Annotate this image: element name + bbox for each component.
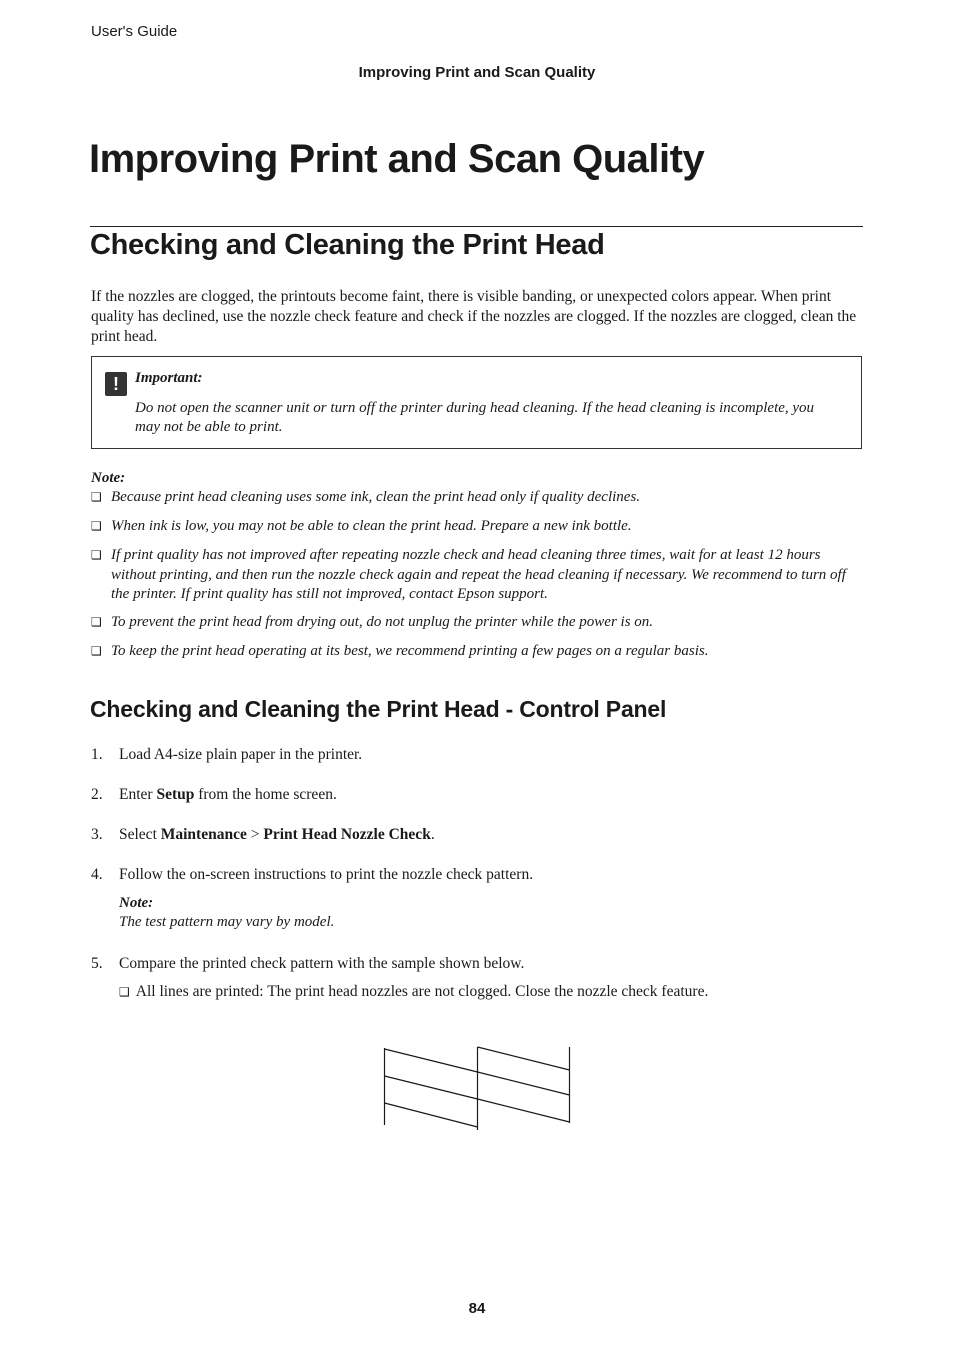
checkbox-bullet-icon: ❑ — [91, 519, 102, 533]
nozzle-check-menu-label: Print Head Nozzle Check — [263, 826, 431, 843]
section-title: Checking and Cleaning the Print Head — [90, 229, 605, 261]
note-item-text: To keep the print head operating at its best, we recommend printing a few pages on a regular basis. — [111, 643, 709, 659]
note-item — [91, 613, 861, 633]
note-item — [91, 488, 861, 508]
note-label: Note: — [91, 470, 126, 486]
nozzle-check-pattern-illustration — [382, 1045, 572, 1135]
note-item — [91, 642, 861, 662]
pattern-line — [385, 1103, 478, 1127]
section-divider — [90, 226, 863, 227]
section-intro: If the nozzles are clogged, the printouts become faint, there is visible banding, or unexpected colors appear. When print quality has declined, use the nozzle check feature and check if the nozzles are clogged. If the nozzles are clogged, clean the print head. — [91, 288, 857, 345]
pattern-line — [478, 1047, 570, 1070]
subsection-title: Checking and Cleaning the Print Head - Control Panel — [90, 696, 667, 722]
sub-bullet-text: All lines are printed: The print head nozzles are not clogged. Close the nozzle check feature. — [135, 983, 709, 1000]
note-item-text: To prevent the print head from drying out, do not unplug the printer while the power is on. — [111, 614, 654, 630]
step-number: 1. — [91, 746, 103, 763]
note-item-text: Because print head cleaning uses some ink, clean the print head only if quality declines. — [111, 489, 641, 505]
important-text: Do not open the scanner unit or turn off the printer during head cleaning. If the head cleaning is incomplete, you may not be able to print. — [135, 400, 815, 435]
step-number: 4. — [91, 866, 103, 883]
checkbox-bullet-icon: ❑ — [91, 644, 102, 658]
step-number: 3. — [91, 826, 103, 843]
note-item — [91, 517, 861, 537]
checkbox-bullet-icon: ❑ — [119, 985, 130, 999]
step-number: 2. — [91, 786, 103, 803]
note-item-text: If print quality has not improved after repeating nozzle check and head cleaning three times, wait for at least 12 hours without printing, and then run the nozzle check again and repeat the head cleaning if necessary. We recommend to turn off the printer. If print quality has still not improved, contact Epson support. — [111, 547, 846, 602]
page-number: 84 — [468, 1300, 486, 1317]
sub-bullet-item — [119, 983, 708, 1001]
step-note-text: The test pattern may vary by model. — [119, 914, 335, 930]
checkbox-bullet-icon: ❑ — [91, 490, 102, 504]
exclamation-icon: ! — [105, 372, 127, 396]
important-callout — [91, 356, 862, 449]
chapter-title: Improving Print and Scan Quality — [89, 137, 705, 181]
step-text: Select Maintenance > Print Head Nozzle Check. — [119, 826, 435, 843]
setup-menu-label: Setup — [156, 786, 195, 803]
step-number: 5. — [91, 955, 103, 972]
note-item — [91, 546, 861, 606]
step-note-label: Note: — [119, 895, 154, 911]
pattern-line — [478, 1099, 570, 1122]
important-label: Important: — [135, 370, 203, 386]
section-running-head: Improving Print and Scan Quality — [358, 64, 596, 81]
maintenance-menu-label: Maintenance — [160, 826, 247, 843]
pattern-line — [478, 1072, 570, 1095]
step-text: Enter Setup from the home screen. — [119, 786, 337, 803]
step-text: Load A4-size plain paper in the printer. — [119, 746, 363, 763]
checkbox-bullet-icon: ❑ — [91, 548, 102, 562]
note-item-text: When ink is low, you may not be able to clean the print head. Prepare a new ink bottle. — [111, 518, 632, 534]
running-head: User's Guide — [91, 23, 178, 40]
pattern-line — [385, 1049, 478, 1072]
step-text: Compare the printed check pattern with the sample shown below. — [119, 955, 525, 972]
pattern-line — [385, 1076, 478, 1099]
step-text: Follow the on-screen instructions to print the nozzle check pattern. — [119, 866, 534, 883]
checkbox-bullet-icon: ❑ — [91, 615, 102, 629]
